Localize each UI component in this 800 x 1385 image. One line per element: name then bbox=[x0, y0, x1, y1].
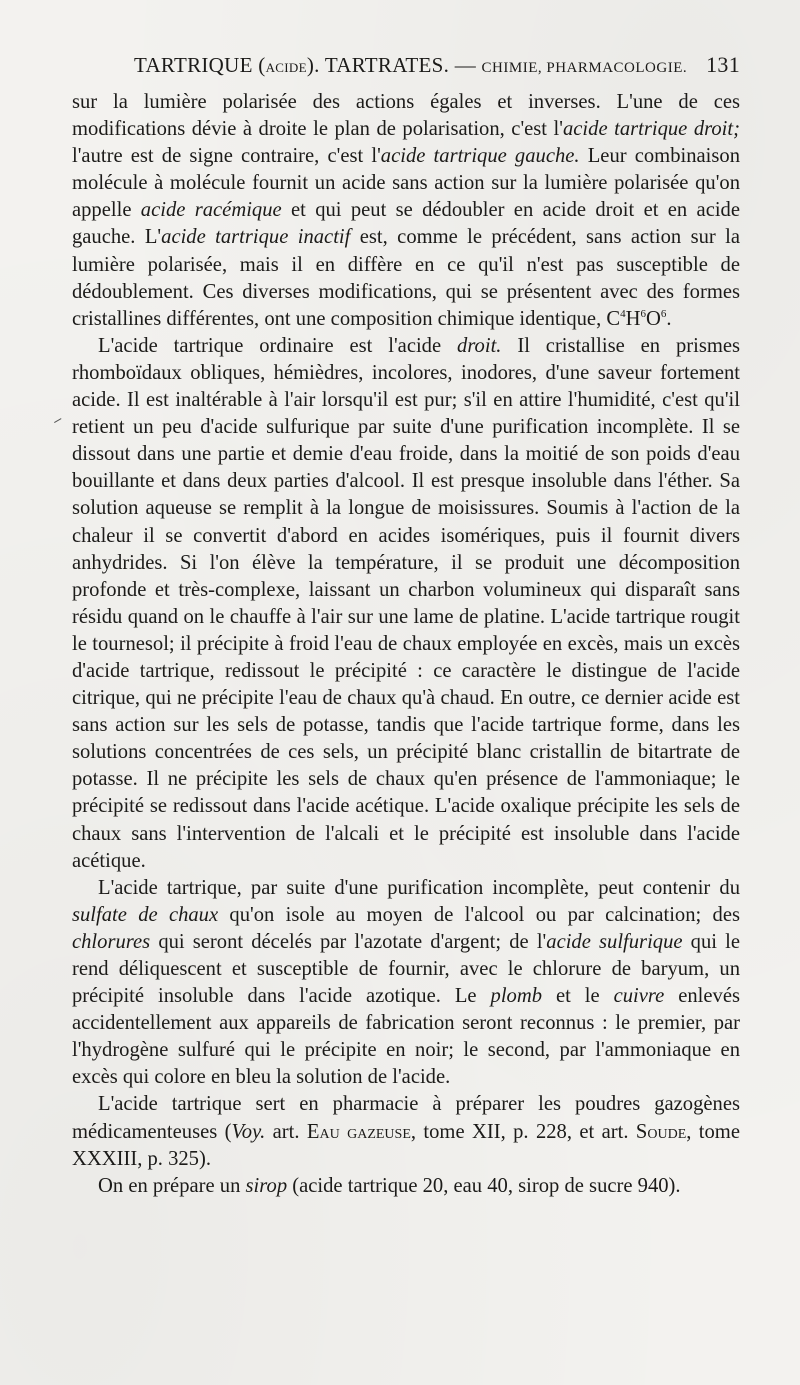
paragraph-3: L'acide tartrique, par suite d'une purification incomplète, peut contenir du sulfate de chaux qu'on isole au moyen de l'alcool ou par calcination; des chlorures qui seront décelés par l'azotate d'argent; de l'acide sulfurique qui le rend déliquescent et susceptible de fournir, avec le chlorure de baryum, un précipité insoluble dans l'acide azotique. Le plomb et le cuivre enlevés accidentellement aux appareils de fabrication seront reconnus : le premier, par l'hydrogène sulfuré qui le précipite en noir; le second, par l'ammoniaque en excès qui colore en bleu la solution de l'acide. bbox=[72, 876, 741, 1089]
term-sirop: sirop bbox=[245, 1174, 288, 1197]
header-acide: acide bbox=[265, 56, 307, 77]
paragraph-4: L'acide tartrique sert en pharmacie à préparer les poudres gazogènes médicamenteuses (Voy. art. Eau gazeuse, tome XII, p. 228, et art. Soude, tome XXXIII, p. 325). bbox=[72, 1093, 740, 1170]
paragraph-2: L'acide tartrique ordinaire est l'acide droit. Il cristallise en prismes rhomboïdaux obliques, hémièdres, incolores, inodores, d'une saveur fortement acide. Il est inaltérable à l'air lorsqu'il est pur; s'il en attire l'humidité, c'est qu'il retient un peu d'acide sulfurique par suite d'une purification incomplète. Il se dissout dans une partie et demie d'eau froide, dans la moitié de son poids d'eau bouillante et dans deux parties d'alcool. Il est presque insoluble dans l'éther. Sa solution aqueuse se remplit à la longue de moisissures. Soumis à l'action de la chaleur il se convertit d'abord en acides isomériques, puis il fournit divers anhydrides. Si l'on élève la température, il se produit une décomposition profonde et très-complexe, laissant un charbon volumineux qui disparaît sans résidu quand on le chauffe à l'air sur une lame de platine. L'acide tartrique rougit le tournesol; il précipite à froid l'eau de chaux employée en excès, mais un excès d'acide tartrique, redissout le précipité : ce caractère le distingue de l'acide citrique, qui ne précipite l'eau de chaux qu'à chaud. En outre, ce dernier acide est sans action sur les sels de potasse, tandis que l'acide tartrique forme, dans les solutions concentrées de ces sels, un précipité blanc cristallin de bitartrate de potasse. Il ne précipite les sels de chaux qu'en présence de l'ammoniaque; le précipité se redissout dans l'acide acétique. L'acide oxalique précipite les sels de chaux sans l'intervention de l'alcali et le précipité est insoluble dans l'acide acétique. bbox=[72, 334, 741, 872]
term-sulfate-de-chaux: sulfate de chaux bbox=[72, 903, 219, 926]
term-acide-tartrique-droit: acide tartrique droit; bbox=[562, 118, 740, 141]
term-droit: droit. bbox=[457, 334, 502, 357]
term-acide-tartrique-inactif: acide tartrique inactif bbox=[161, 226, 351, 249]
term-plomb: plomb bbox=[490, 985, 542, 1008]
term-voy: Voy. bbox=[231, 1120, 266, 1143]
term-cuivre: cuivre bbox=[613, 985, 665, 1008]
term-chlorures: chlorures bbox=[72, 930, 151, 953]
page-number: 131 bbox=[706, 52, 740, 77]
header-title: TARTRIQUE (acide). TARTRATES. — CHIMIE, PHARMACOLOGIE. bbox=[134, 53, 688, 77]
ref-eau-gazeuse: Eau gazeuse bbox=[306, 1120, 411, 1143]
term-acide-racemique: acide racémique bbox=[140, 199, 282, 222]
term-acide-sulfurique: acide sulfurique bbox=[546, 930, 683, 953]
body-text bbox=[72, 89, 740, 1200]
header-section: CHIMIE, PHARMACOLOGIE. bbox=[481, 60, 688, 76]
ref-soude: Soude bbox=[635, 1120, 687, 1143]
paragraph-5: On en prépare un sirop (acide tartrique 20, eau 40, sirop de sucre 940). bbox=[98, 1174, 681, 1197]
margin-mark bbox=[54, 418, 62, 424]
term-acide-tartrique-gauche: acide tartrique gauche. bbox=[380, 145, 580, 168]
running-header bbox=[134, 52, 740, 81]
paragraph-1: sur la lumière polarisée des actions égales et inverses. L'une de ces modifications dévie à droite le plan de polarisation, c'est l'acide tartrique droit; l'autre est de signe contraire, c'est l'acide tartrique gauche. Leur combinaison molécule à molécule fournit un acide sans action sur la lumière polarisée qu'on appelle acide racémique et qui peut se dédoubler en acide droit et en acide gauche. L'acide tartrique inactif est, comme le précédent, sans action sur la lumière polarisée, mais il en diffère en ce qu'il n'est pas susceptible de dédoublement. Ces diverses modifications, qui se présentent avec des formes cristallines différentes, ont une composition chimique identique, $C^4H^6O^6$. bbox=[72, 91, 740, 330]
